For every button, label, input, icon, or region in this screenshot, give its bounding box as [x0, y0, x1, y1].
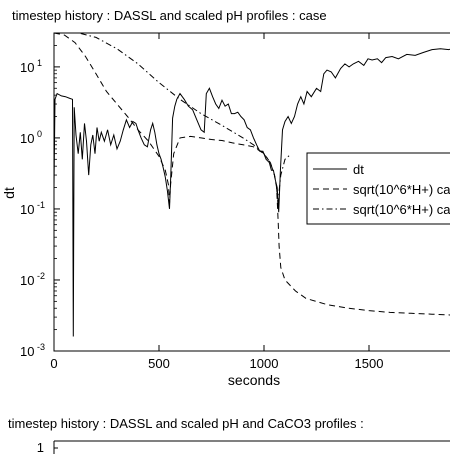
chart-title-2: timestep history : DASSL and scaled pH and CaCO3 profiles : — [8, 416, 364, 431]
y-tick-label: 10 — [20, 59, 35, 75]
top-chart — [1, 8, 450, 388]
y-tick-exponent: 0 — [37, 128, 43, 139]
y-tick-label: 10 — [20, 130, 35, 146]
legend-label-dashdot: sqrt(10^6*H+) ca — [353, 202, 450, 217]
y-tick-label-2: 1 — [36, 440, 44, 454]
y-tick-exponent: -2 — [37, 270, 46, 281]
chart-title: timestep history : DASSL and scaled pH profiles : case — [12, 8, 327, 23]
x-tick-label: 0 — [50, 356, 58, 371]
x-tick-label: 1500 — [354, 356, 384, 371]
bottom-chart — [8, 416, 450, 454]
x-axis-label: seconds — [227, 372, 281, 388]
legend-label-dashed: sqrt(10^6*H+) ca — [353, 182, 450, 197]
y-tick-exponent: -1 — [37, 199, 46, 210]
legend-label-dt: dt — [353, 162, 364, 177]
y-tick-label: 10 — [20, 201, 35, 217]
x-tick-label: 500 — [148, 356, 170, 371]
y-axis-label: dt — [1, 187, 17, 199]
legend — [307, 153, 450, 224]
y-tick-label: 10 — [20, 272, 35, 288]
y-tick-exponent: -3 — [37, 342, 46, 352]
y-tick-exponent: 1 — [37, 57, 43, 68]
x-tick-label: 1000 — [249, 356, 279, 371]
y-tick-label: 10 — [20, 344, 35, 359]
